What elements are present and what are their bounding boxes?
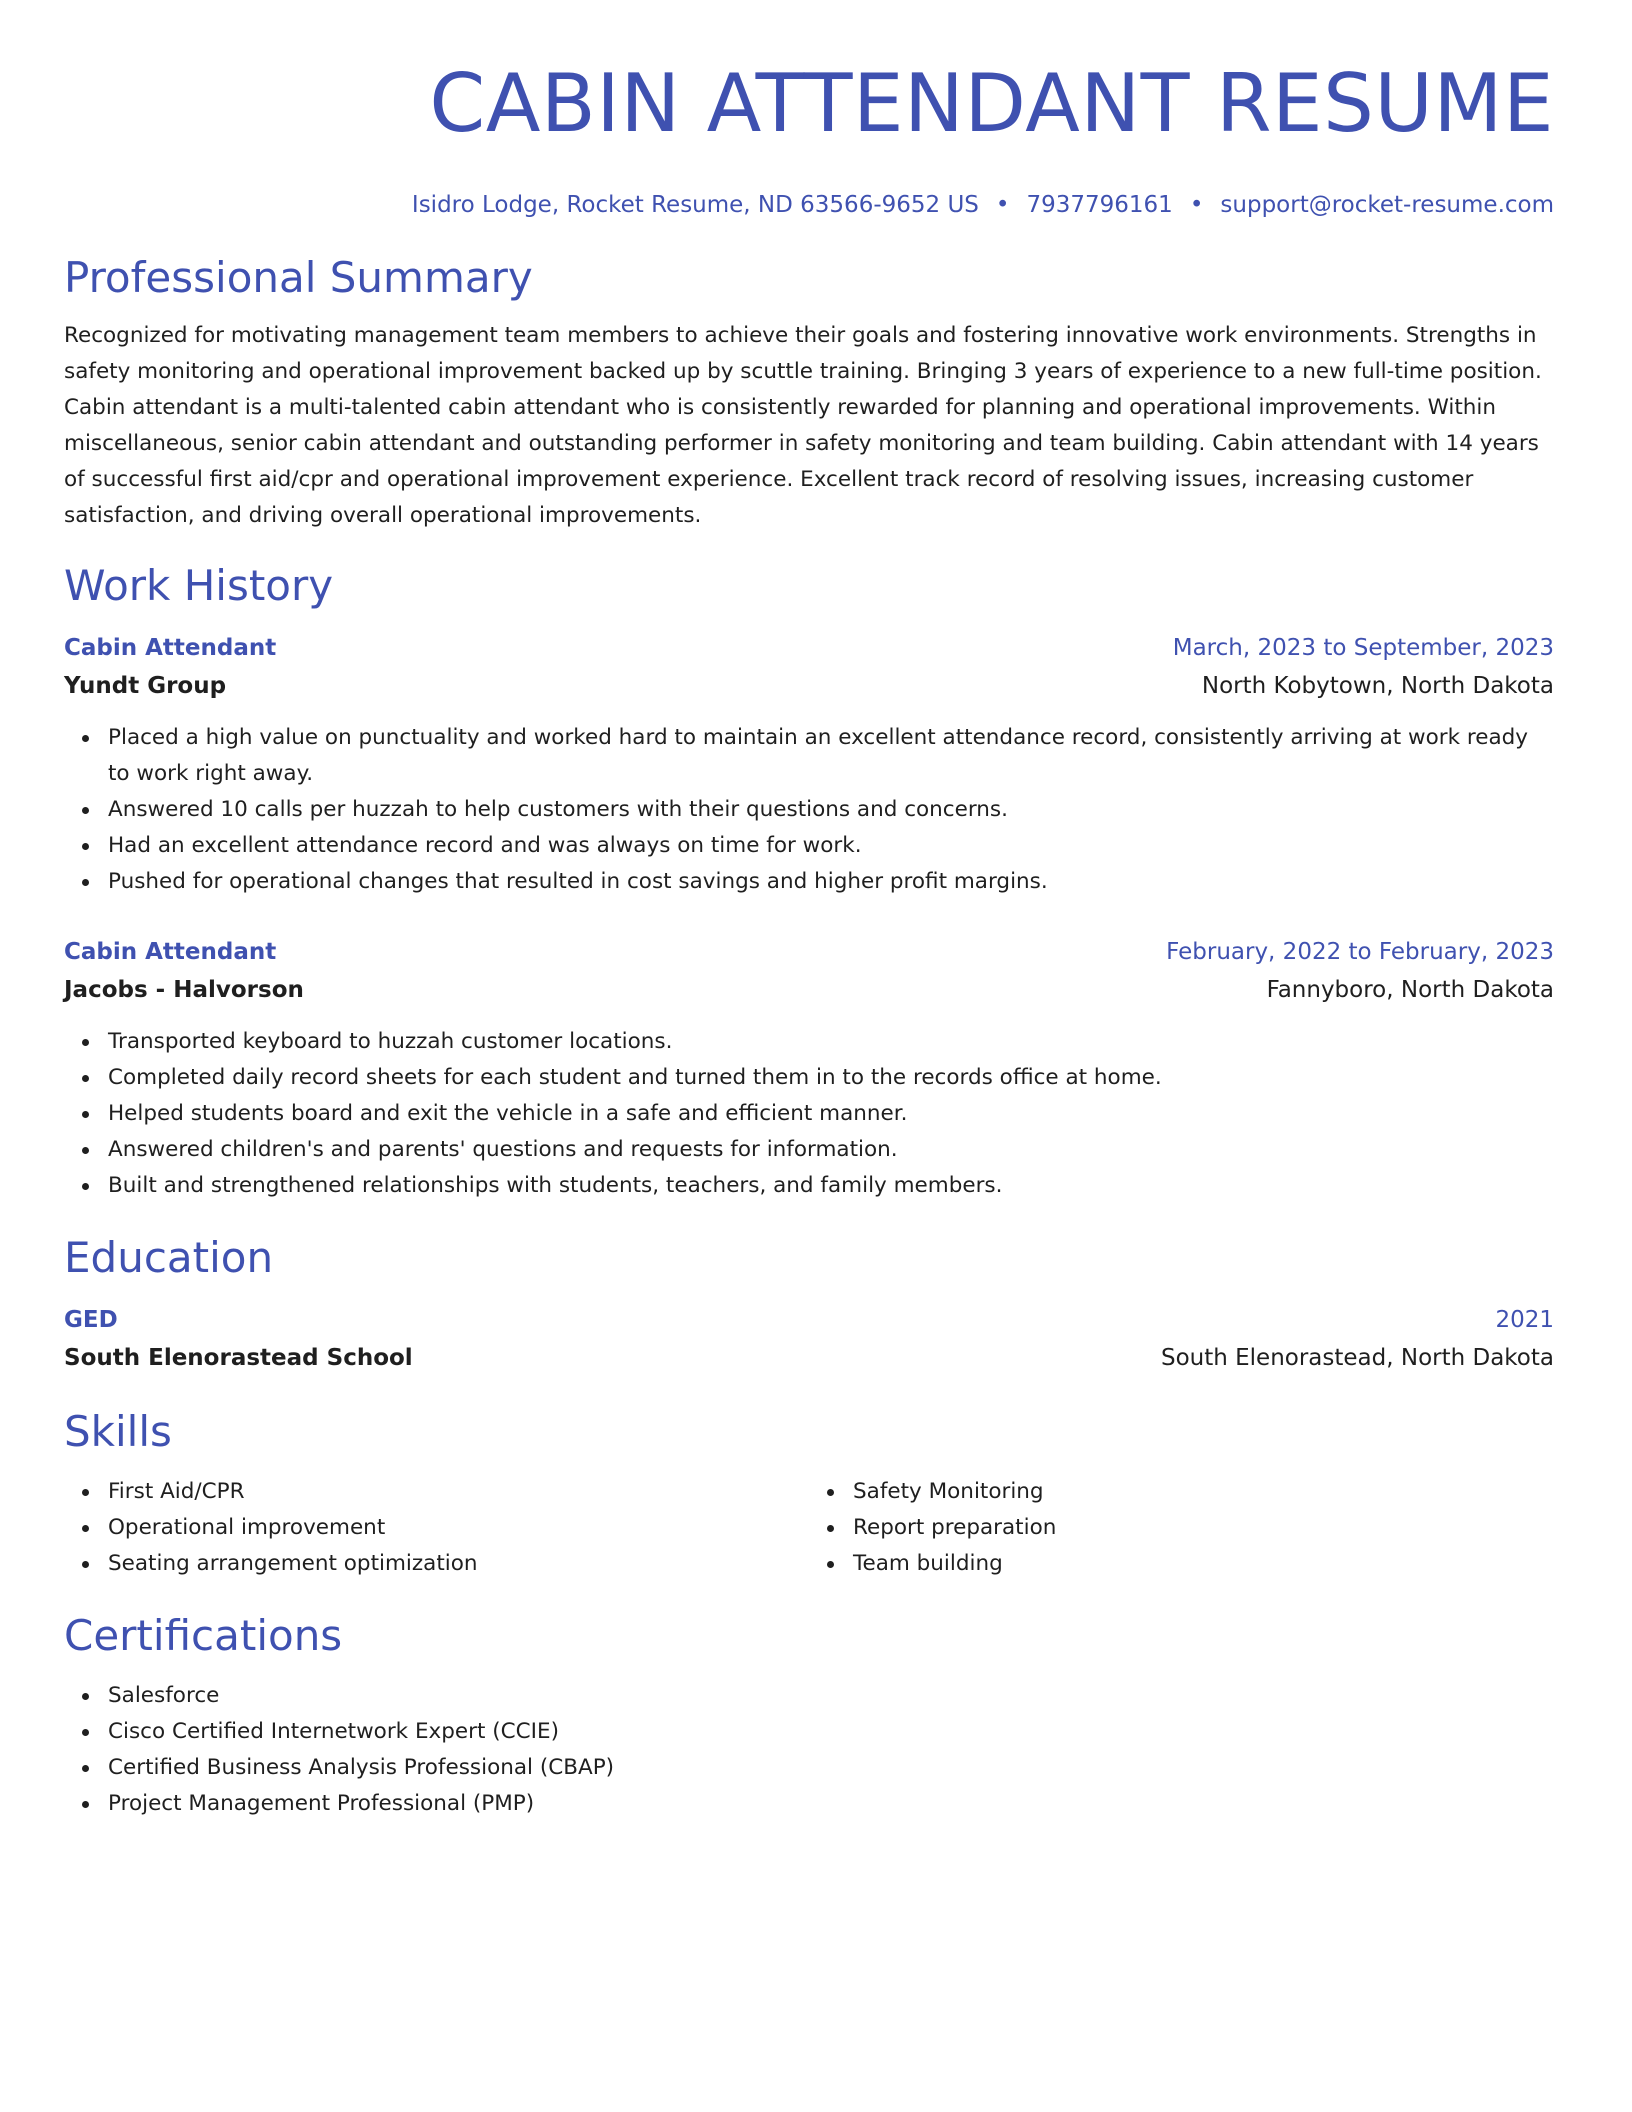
bullet-icon: [82, 1561, 89, 1568]
list-item: [108, 1474, 809, 1510]
work-history-section: [64, 560, 1554, 1204]
certification-text: Project Management Professional (PMP): [108, 1791, 535, 1816]
contact-separator: •: [995, 192, 1010, 218]
skill-text: Safety Monitoring: [853, 1479, 1044, 1504]
bullet-icon: [82, 843, 89, 850]
list-item: [108, 1132, 1554, 1168]
list-item: [108, 1024, 1554, 1060]
skill-text: Operational improvement: [108, 1515, 386, 1540]
list-item-text: Answered 10 calls per huzzah to help customers with their questions and concerns.: [108, 797, 1008, 822]
education-entry: [64, 1302, 1554, 1378]
list-item: [108, 1678, 1554, 1714]
education-location: South Elenorastead, North Dakota: [1160, 1345, 1554, 1371]
certification-text: Cisco Certified Internetwork Expert (CCIE): [108, 1719, 559, 1744]
list-item: [853, 1474, 1554, 1510]
list-item: [108, 792, 1554, 828]
skills-section: [64, 1406, 1554, 1582]
list-item-text: Completed daily record sheets for each student and turned them in to the records office at home.: [108, 1065, 1162, 1090]
skill-text: Team building: [853, 1551, 1003, 1576]
list-item: [108, 864, 1554, 900]
list-item-text: Placed a high value on punctuality and worked hard to maintain an excellent attendance record, consistently arriving at work ready to work right away.: [108, 725, 1529, 786]
bullet-icon: [82, 807, 89, 814]
list-item: [108, 1168, 1554, 1204]
bullet-icon: [82, 1525, 89, 1532]
skill-text: First Aid/CPR: [108, 1479, 245, 1504]
list-item-text: Had an excellent attendance record and was always on time for work.: [108, 833, 862, 858]
job-role: Cabin Attendant: [64, 939, 277, 965]
list-item: [108, 1714, 1554, 1750]
skills-grid: [64, 1474, 1554, 1582]
job-location: Fannyboro, North Dakota: [1266, 977, 1554, 1003]
bullet-icon: [82, 1489, 89, 1496]
bullet-icon: [82, 1801, 89, 1808]
bullet-icon: [82, 879, 89, 886]
education-year: 2021: [1495, 1307, 1554, 1333]
bullet-icon: [82, 1039, 89, 1046]
bullet-icon: [827, 1525, 834, 1532]
certification-text: Salesforce: [108, 1683, 220, 1708]
bullet-icon: [82, 735, 89, 742]
bullet-icon: [82, 1183, 89, 1190]
bullet-icon: [82, 1111, 89, 1118]
list-item-text: Pushed for operational changes that resulted in cost savings and higher profit margins.: [108, 869, 1048, 894]
list-item: [108, 1786, 1554, 1822]
contact-phone[interactable]: 7937796161: [1026, 192, 1173, 218]
bullet-icon: [82, 1075, 89, 1082]
job-bullets: [64, 720, 1554, 900]
bullet-icon: [82, 1693, 89, 1700]
section-heading-summary: Professional Summary: [64, 253, 533, 302]
contact-email[interactable]: support@rocket-resume.com: [1220, 192, 1554, 218]
education-section: [64, 1232, 1554, 1378]
section-heading-skills: Skills: [64, 1407, 172, 1456]
education-school: South Elenorastead School: [64, 1345, 413, 1371]
professional-summary-section: [64, 252, 1554, 534]
list-item-text: Built and strengthened relationships with students, teachers, and family members.: [108, 1173, 1003, 1198]
list-item: [853, 1546, 1554, 1582]
job-bullets: [64, 1024, 1554, 1204]
job-company: Yundt Group: [64, 673, 227, 699]
resume-title: CABIN ATTENDANT RESUME: [429, 57, 1554, 150]
certifications-section: [64, 1610, 1554, 1822]
skills-column-right: [809, 1474, 1554, 1582]
job-company: Jacobs - Halvorson: [64, 977, 304, 1003]
list-item-text: Answered children's and parents' questions and requests for information.: [108, 1137, 898, 1162]
list-item: [108, 1510, 809, 1546]
contact-separator: •: [1189, 192, 1204, 218]
resume-page: [64, 0, 1554, 1822]
skill-text: Report preparation: [853, 1515, 1057, 1540]
list-item: [108, 720, 1554, 792]
job-dates: February, 2022 to February, 2023: [1166, 939, 1554, 965]
bullet-icon: [82, 1147, 89, 1154]
bullet-icon: [827, 1561, 834, 1568]
certification-text: Certified Business Analysis Professional (CBAP): [108, 1755, 615, 1780]
list-item: [108, 1750, 1554, 1786]
contact-line: [64, 190, 1554, 220]
skill-text: Seating arrangement optimization: [108, 1551, 478, 1576]
certifications-list: [64, 1678, 1554, 1822]
job-entry: [64, 934, 1554, 1204]
bullet-icon: [82, 1765, 89, 1772]
list-item-text: Helped students board and exit the vehicle in a safe and efficient manner.: [108, 1101, 908, 1126]
list-item: [108, 1096, 1554, 1132]
list-item: [108, 828, 1554, 864]
bullet-icon: [82, 1729, 89, 1736]
bullet-icon: [827, 1489, 834, 1496]
summary-text: Recognized for motivating management team members to achieve their goals and fostering innovative work environments. Strengths in safety monitoring and operational improvement backed up by scuttle training. Bringing 3 years of experience to a new full-time position. Cabin attendant is a multi-talented cabin attendant who is consistently rewarded for planning and operational improvements. Within miscellaneous, senior cabin attendant and outstanding performer in safety monitoring and team building. Cabin attendant with 14 years of successful first aid/cpr and operational improvement experience. Excellent track record of resolving issues, increasing customer satisfaction, and driving overall operational improvements.: [64, 323, 1542, 528]
section-heading-certifications: Certifications: [64, 1611, 343, 1660]
job-dates: March, 2023 to September, 2023: [1172, 635, 1554, 661]
section-heading-education: Education: [64, 1233, 274, 1282]
list-item: [108, 1060, 1554, 1096]
list-item-text: Transported keyboard to huzzah customer locations.: [108, 1029, 673, 1054]
list-item: [108, 1546, 809, 1582]
job-entry: [64, 630, 1554, 900]
skills-column-left: [64, 1474, 809, 1582]
contact-address: Isidro Lodge, Rocket Resume, ND 63566-9652 US: [411, 192, 979, 218]
section-heading-work: Work History: [64, 561, 334, 610]
job-location: North Kobytown, North Dakota: [1201, 673, 1554, 699]
list-item: [853, 1510, 1554, 1546]
job-role: Cabin Attendant: [64, 635, 277, 661]
education-degree: GED: [64, 1307, 118, 1333]
